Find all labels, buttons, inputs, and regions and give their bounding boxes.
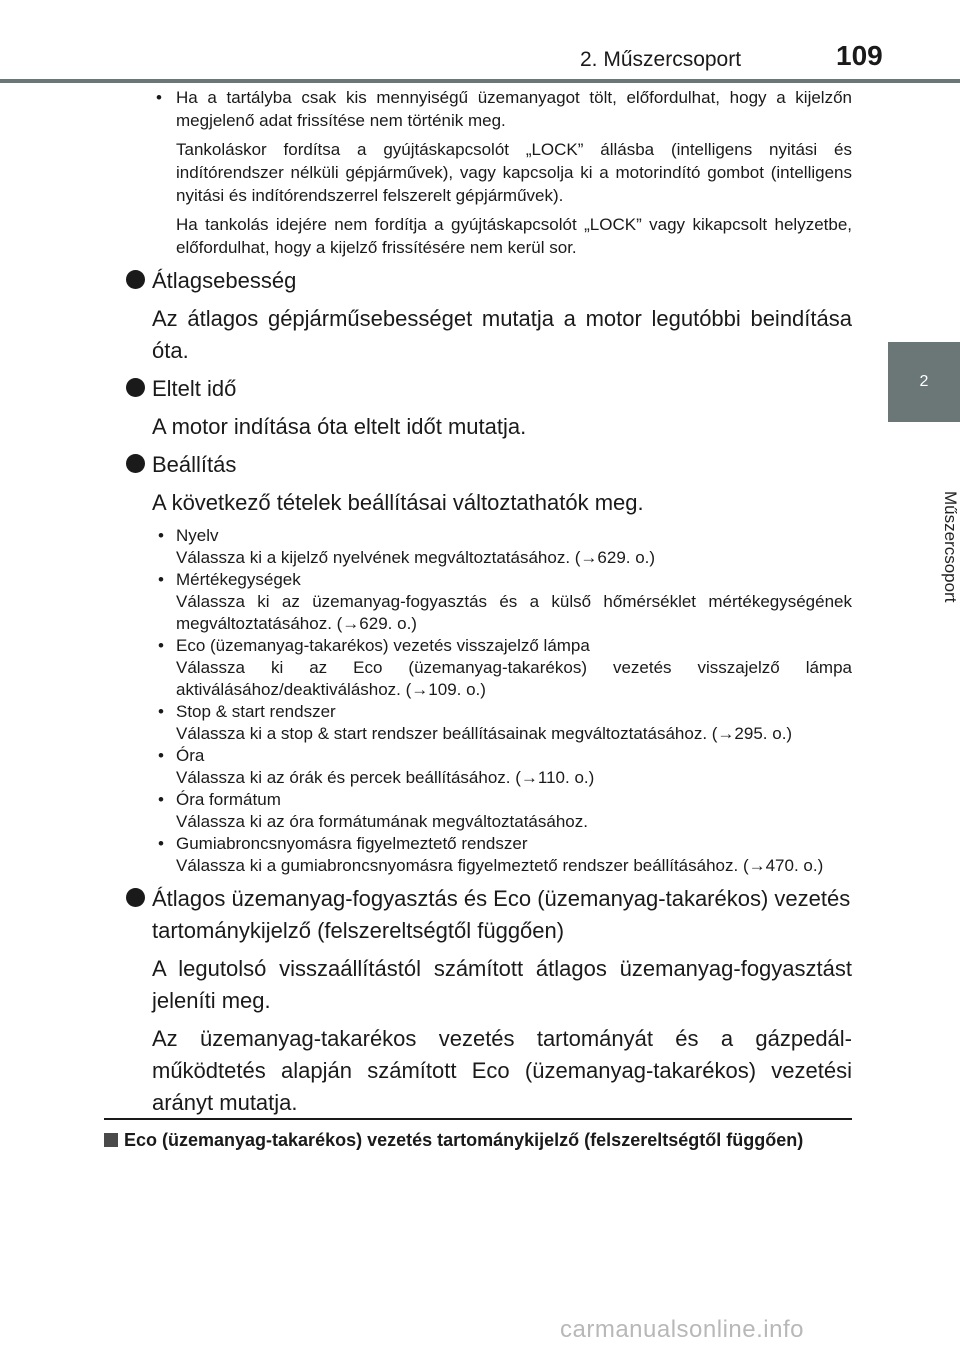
section-title: Eltelt idő	[152, 376, 237, 401]
chapter-tab-label: Műszercsoport	[941, 491, 960, 603]
section-title: Átlagos üzemanyag-fogyasztás és Eco (üzemanyag-takarékos) vezetés tartománykijelző (felszereltségtől függően)	[152, 886, 851, 943]
section-body: A legutolsó visszaállítástól számított átlagos üzemanyag-fogyasztást jeleníti meg.	[152, 956, 852, 1013]
setting-name: • Mértékegységek	[176, 570, 301, 589]
setting-desc: Válassza ki az Eco (üzemanyag-takarékos) vezetés visszajelző lámpa aktiválásához/deaktiváláshoz. (→109. o.)	[176, 658, 852, 699]
bullet-dot-icon	[126, 888, 145, 907]
section-body: Az átlagos gépjárműsebességet mutatja a motor legutóbbi beindítása óta.	[152, 306, 852, 363]
settings-list	[104, 525, 852, 877]
setting-name: • Gumiabroncsnyomásra figyelmeztető rendszer	[176, 834, 528, 853]
setting-name: • Eco (üzemanyag-takarékos) vezetés visszajelző lámpa	[176, 636, 590, 655]
list-item	[104, 635, 852, 701]
section-title: 2. Műszercsoport	[580, 48, 742, 71]
watermark: carmanualsonline.info	[560, 1316, 804, 1343]
list-item	[104, 789, 852, 833]
setting-name: • Óra formátum	[176, 790, 281, 809]
bullet-dot-icon	[126, 454, 145, 473]
section-body: A következő tételek beállításai változtathatók meg.	[152, 490, 644, 515]
section-divider	[104, 1118, 852, 1120]
section-body: Az üzemanyag-takarékos vezetés tartományát és a gázpedál-működtetés alapján számított Eco (üzemanyag-takarékos) vezetési arányt mutatja.	[152, 1026, 852, 1115]
chapter-tab-number: 2	[919, 373, 929, 390]
setting-name: • Óra	[176, 746, 205, 765]
page-content	[104, 86, 852, 1125]
section-settings	[104, 449, 852, 519]
fuel-note: Tankoláskor fordítsa a gyújtáskapcsolót „LOCK” állásba (intelligens nyitási és indítórendszer nélküli gépjárművek), vagy kapcsolja ki a motorindító gombot (intelligens nyitási és indítórendszerrel felszerelt gépjárművek).	[176, 140, 852, 205]
header-divider	[0, 79, 960, 83]
bullet-dot-icon	[126, 270, 145, 289]
chapter-tab[interactable]	[888, 342, 960, 422]
bullet-dot-icon	[126, 378, 145, 397]
section-title: Beállítás	[152, 452, 237, 477]
setting-name: • Stop & start rendszer	[176, 702, 336, 721]
subsection-heading	[104, 1128, 852, 1152]
list-item	[104, 525, 852, 569]
section-elapsed-time	[104, 373, 852, 443]
setting-desc: Válassza ki az órák és percek beállításához. (→110. o.)	[176, 768, 595, 787]
setting-desc: Válassza ki a gumiabroncsnyomásra figyelmeztető rendszer beállításához. (→470. o.)	[176, 856, 824, 875]
fuel-notes	[104, 86, 852, 132]
list-item	[104, 569, 852, 635]
section-title: Átlagsebesség	[152, 268, 297, 293]
page-number: 109	[836, 40, 883, 71]
setting-desc: Válassza ki a stop & start rendszer beállításainak megváltoztatásához. (→295. o.)	[176, 724, 793, 743]
fuel-note: • Ha a tartályba csak kis mennyiségű üzemanyagot tölt, előfordulhat, hogy a kijelzőn megjelenő adat frissítése nem történik meg.	[104, 86, 852, 132]
section-eco	[104, 883, 852, 1119]
fuel-note: Ha tankolás idejére nem fordítja a gyújtáskapcsolót „LOCK” vagy kikapcsolt helyzetbe, előfordulhat, hogy a kijelző frissítésére nem kerül sor.	[176, 215, 852, 257]
square-bullet-icon	[104, 1133, 118, 1147]
list-item	[104, 833, 852, 877]
section-body: A motor indítása óta eltelt időt mutatja.	[152, 414, 527, 439]
setting-desc: Válassza ki a kijelző nyelvének megváltoztatásához. (→629. o.)	[176, 548, 656, 567]
subsection-heading-text: Eco (üzemanyag-takarékos) vezetés tartománykijelző (felszereltségtől függően)	[124, 1130, 804, 1150]
list-item	[104, 701, 852, 745]
setting-desc: Válassza ki az óra formátumának megváltoztatásához.	[176, 812, 588, 831]
setting-desc: Válassza ki az üzemanyag-fogyasztás és a külső hőmérséklet mértékegységének megváltoztatásához. (→629. o.)	[176, 592, 852, 633]
setting-name: • Nyelv	[176, 526, 219, 545]
list-item	[104, 745, 852, 789]
section-avg-speed	[104, 265, 852, 367]
